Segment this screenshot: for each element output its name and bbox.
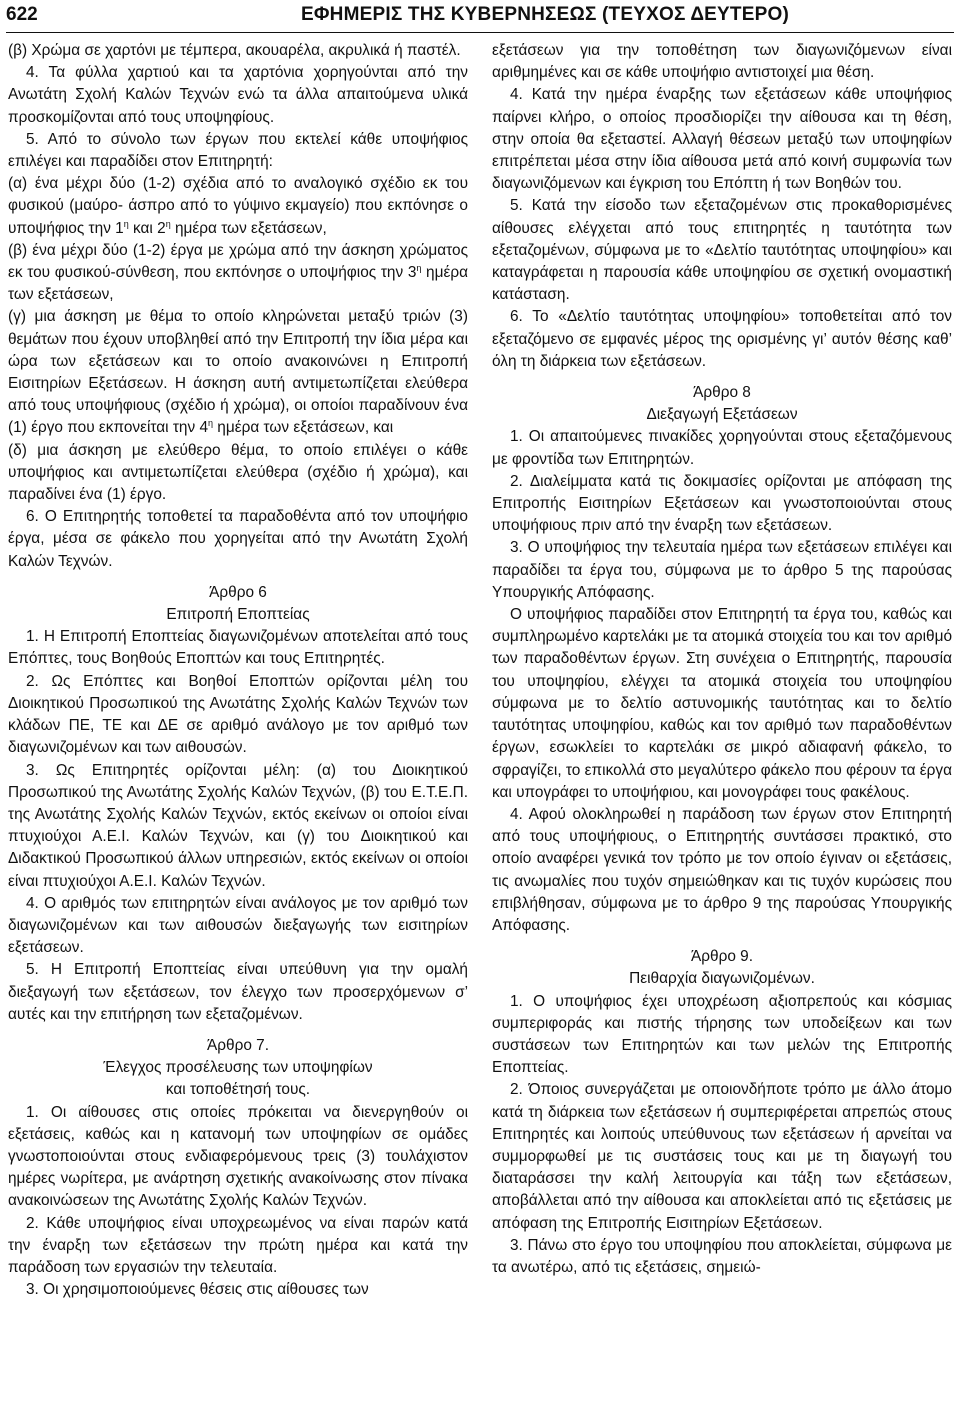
text-span: (β) ένα μέχρι δύο (1-2) έργα με χρώμα από την άσκηση χρώματος εκ του φυσικού-σύνθεση, που εκπόνησε ο υποψήφιος την 3 (8, 241, 468, 282)
paragraph: 1. Οι αίθουσες στις οποίες πρόκειται να διενεργηθούν οι εξετάσεις, καθώς και η κατανομή των υποψηφίων σε ομάδες γνωστοποιούνται στους ενδιαφερόμενους τρεις (3) τουλάχιστον ημέρες νωρίτερα, με ανάρτηση σχετικής ανακοίνωσης στον πίνακα ανακοινώσεων της Ανωτάτης Σχολής Καλών Τεχνών. (8, 1103, 468, 1210)
article-number: Άρθρο 7. (206, 1036, 269, 1054)
article-title: Επιτροπή Εποπτείας (166, 606, 310, 624)
page-number: 622 (6, 4, 38, 25)
article-title: Έλεγχος προσέλευσης των υποψηφίων (103, 1059, 373, 1077)
header-rule (6, 32, 954, 33)
page-header (0, 0, 960, 36)
paragraph: (β) Χρώμα σε χαρτόνι με τέμπερα, ακουαρέλα, ακρυλικά ή παστέλ. (8, 42, 461, 59)
paragraph: 2. Διαλείμματα κατά τις δοκιμασίες ορίζονται με απόφαση της Επιτροπής Εισιτηρίων Εξετάσεων και γνωστοποιούνται στους υποψήφιους πριν από την έναρξη των εξετάσεων. (492, 472, 952, 535)
paragraph (8, 173, 468, 240)
paragraph: 4. Αφού ολοκληρωθεί η παράδοση των έργων στον Επιτηρητή από τους υποψήφιους, ο Επιτηρητής συντάσσει πρακτικό, στο οποίο αναφέρει γενικά τον τρόπο με τον οποίο έγιναν οι εξετάσεις, τις ανωμαλίες που τυχόν σημειώθηκαν και τις τυχόν κυρώσεις που επιβλήθησαν, σύμφωνα με το άρθρο 9 της παρούσας Υπουργικής Απόφασης. (492, 805, 952, 934)
superscript: η (208, 418, 214, 429)
paragraph: 1. Οι απαιτούμενες πινακίδες χορηγούνται στους εξεταζόμενους με φροντίδα των Επιτηρητών. (492, 428, 952, 468)
paragraph: Ο υποψήφιος παραδίδει στον Επιτηρητή τα έργα του, καθώς και συμπληρωμένο καρτελάκι με τα ατομικά στοιχεία του και τον αριθμό των παραδοθέντων έργων. Στη συνέχεια ο Επιτηρητής, παρουσία του υποψηφίου, ελέγχει τα ατομικά στοιχεία του υποψηφίου σύμφωνα με το δελτίο αστυνομικής ταυτότητας και το δελτίο ταυτότητας υποψηφίου, καθώς και τον αριθμό των παραδοθέντων έργων, εσωκλείει το καρτελάκι σε μικρό αδιαφανή φάκελο, το σφραγίζει, το επικολλά στο μεγαλύτερο φάκελο που φέρουν τα έργα και υπογράφει το υποψήφιου, και μονογράφει τους φακέλους. (492, 606, 952, 801)
article-title: Πειθαρχία διαγωνιζομένων. (629, 970, 815, 988)
running-title: ΕΦΗΜΕΡΙΣ ΤΗΣ ΚΥΒΕΡΝΗΣΕΩΣ (ΤΕΥΧΟΣ ΔΕΥΤΕΡΟ) (301, 4, 789, 25)
article-number: Άρθρο 9. (690, 948, 753, 966)
paragraph: 4. Τα φύλλα χαρτιού και τα χαρτόνια χορηγούνται από την Ανωτάτη Σχολή Καλών Τεχνών ενώ τα άλλα απαιτούμενα υλικά προσκομίζονται από τους υποψηφίους. (8, 64, 468, 126)
article-title: Διεξαγωγή Εξετάσεων (646, 406, 798, 424)
paragraph: 4. Κατά την ημέρα έναρξης των εξετάσεων κάθε υποψήφιος παίρνει κλήρο, ο οποίος προσδιορίζει την αίθουσα και τη θέση, στην οποία θα εξεταστεί. Αλλαγή θέσεων μεταξύ των υποψηφίων επιτρέπεται μέσα στην ίδια αίθουσα μετά από κοινή συμφωνία των διαγωνιζόμενων και έγκριση του Επόπτη ή των Βοηθών του. (492, 86, 952, 193)
superscript: η (165, 218, 171, 229)
paragraph: 1. Ο υποψήφιος έχει υποχρέωση αξιοπρεπούς και κόσμιας συμπεριφοράς και πιστής τήρησης των υποδείξεων και των συστάσεων των Επιτηρητών και των μελών της Επιτροπής Εποπτείας. (492, 992, 952, 1077)
paragraph: 6. Το «Δελτίο ταυτότητας υποψηφίου» τοποθετείται από τον εξεταζόμενο σε εμφανές μέρος της ορισμένης γι’ αυτόν θέσης καθ’ όλη τη διάρκεια των εξετάσεων. (492, 308, 952, 370)
article-title: και τοποθέτησή τους. (165, 1081, 311, 1099)
paragraph: 3. Οι χρησιμοποιούμενες θέσεις στις αίθουσες των (26, 1281, 369, 1299)
article-number: Άρθρο 8 (693, 384, 751, 402)
paragraph: 1. Η Επιτροπή Εποπτείας διαγωνιζομένων αποτελείται από τους Επόπτες, τους Βοηθούς Εποπτών και τους Επιτηρητές. (8, 628, 468, 668)
superscript: η (416, 262, 422, 273)
paragraph: εξετάσεων για την τοποθέτηση των διαγωνιζόμενων είναι αριθμημένες και σε κάθε υποψήφιο αντιστοιχεί μια θέση. (492, 42, 952, 82)
paragraph: 3. Ο υποψήφιος την τελευταία ημέρα των εξετάσεων επιλέγει και παραδίδει τα έργα του, σύμφωνα με το άρθρο 5 της παρούσας Υπουργικής Απόφασης. (492, 539, 952, 601)
left-column (8, 40, 468, 1301)
paragraph: 2. Ως Επόπτες και Βοηθοί Εποπτών ορίζονται μέλη του Διοικητικού Προσωπικού της Ανωτάτης Σχολής Καλών Τεχνών των κλάδων ΠΕ, ΤΕ και ΔΕ σε αριθμό ανάλογο με τον αριθμό των διαγωνιζομένων και των αιθουσών. (8, 672, 468, 757)
paragraph: 3. Ως Επιτηρητές ορίζονται μέλη: (α) του Διοικητικού Προσωπικού της Ανωτάτης Σχολής Καλών Τεχνών, (β) του Ε.Τ.Ε.Π. της Ανωτάτης Σχολής Καλών Τεχνών, εκτός εκείνων οι οποίοι είναι πτυχιούχοι Α.Ε.Ι. Καλών Τεχνών, και (γ) του Διοικητικού και Διδακτικού Προσωπικού άλλων υπηρεσιών, εκτός εκείνων οι οποίοι είναι πτυχιούχοι Α.Ε.Ι. Καλών Τεχνών. (8, 761, 468, 890)
paragraph: 6. Ο Επιτηρητής τοποθετεί τα παραδοθέντα από τον υποψήφιο έργα, μέσα σε φάκελο που χορηγείται από την Ανωτάτη Σχολή Καλών Τεχνών. (8, 508, 468, 570)
paragraph: 5. Η Επιτροπή Εποπτείας είναι υπεύθυνη για την ομαλή διεξαγωγή των εξετάσεων, τον έλεγχο των προσερχόμενων σ’ αυτές και την επιτήρηση των εξεταζομένων. (8, 961, 468, 1023)
text-span: (α) ένα μέχρι δύο (1-2) σχέδια από το αναλογικό σχέδιο εκ του φυσικού (μαύρο- άσπρο από το γύψινο εκμαγείο) που εκπόνησε ο υποψήφιος την 1 (8, 175, 468, 237)
article-number: Άρθρο 6 (209, 583, 267, 601)
text-span: ημέρα των εξετάσεων, (8, 264, 469, 304)
right-column (492, 40, 952, 1279)
text-span: ημέρα των εξετάσεων, και (213, 419, 394, 437)
paragraph: (δ) μια άσκηση με ελεύθερο θέμα, το οποίο επιλέγει ο κάθε υποψήφιος και αντιμετωπίζεται ελεύθερα (σχέδιο ή χρώμα), και παραδίνει ένα (1) έργο. (8, 441, 468, 504)
paragraph (8, 306, 468, 439)
text-span: και 2 (128, 219, 166, 237)
paragraph: 5. Από το σύνολο των έργων που εκτελεί κάθε υποψήφιος επιλέγει και παραδίδει στον Επιτηρητή: (8, 130, 468, 171)
paragraph: 3. Πάνω στο έργο του υποψηφίου που αποκλείεται, σύμφωνα με τα ανωτέρω, από τις εξετάσεις, σημειώ- (492, 1236, 952, 1276)
paragraph: 5. Κατά την είσοδο των εξεταζομένων στις προκαθορισμένες αίθουσες ελέγχεται από τους επιτηρητές η ταυτότητα των εξεταζομένων, σύμφωνα με το «Δελτίο ταυτότητας υποψηφίου» και καταγράφεται η παρουσία κάθε υποψηφίου σε σχετική ονομαστική κατάσταση. (492, 197, 952, 304)
text-span: ημέρα των εξετάσεων, (170, 219, 327, 237)
superscript: η (123, 218, 129, 229)
text-span: (γ) μια άσκηση με θέμα το οποίο κληρώνεται μεταξύ τριών (3) θεμάτων που έχουν υποβληθεί από την Επιτροπή την ίδια μέρα και ώρα των εξετάσεων και το οποίο ανακοινώνει η Επιτροπή Εισιτηρίων Εξετάσεων. Η άσκηση αυτή αντιμετωπίζεται ελεύθερα από τους υποψήφιους (σχέδιο ή χρώμα), οι οποίοι παραδίνουν ένα (1) έργο που εκπονείται την 4 (8, 308, 468, 437)
paragraph: 2. Όποιος συνεργάζεται με οποιονδήποτε τρόπο με άλλο άτομο κατά τη διάρκεια των εξετάσεων ή συμπεριφέρεται απρεπώς στους Επιτηρητές και λοιπούς υπεύθυνους των εξετάσεων ή αρνείται να συμμορφωθεί με τις συστάσεις τους και με τη διαγωγή του διαταράσσει την καλή λειτουργία και τάξη των εξετάσεων, αποβάλλεται από την αίθουσα και αποκλείεται από τις εξετάσεις με απόφαση της Επιτροπής Εισιτηρίων Εξετάσεων. (492, 1081, 952, 1232)
paragraph (8, 240, 468, 307)
paragraph: 2. Κάθε υποψήφιος είναι υποχρεωμένος να είναι παρών κατά την έναρξη των εξετάσεων την πρώτη ημέρα και κατά την παράδοση των εργασιών την τελευταία. (8, 1214, 468, 1276)
paragraph: 4. Ο αριθμός των επιτηρητών είναι ανάλογος με τον αριθμό των διαγωνιζομένων και των αιθουσών διεξαγωγής των εισιτηρίων εξετάσεων. (8, 894, 468, 957)
